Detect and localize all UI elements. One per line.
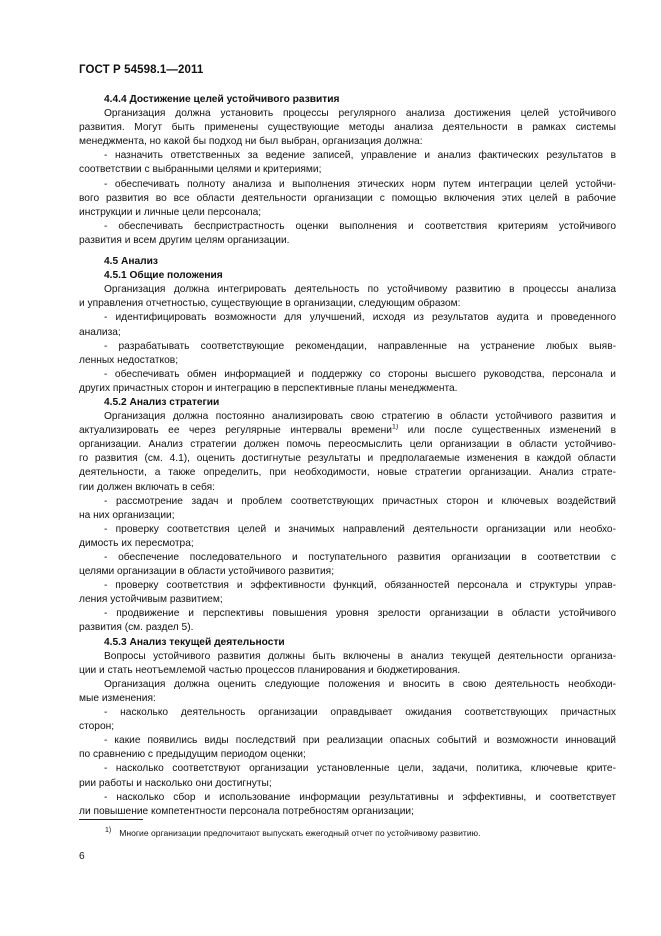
text-line: мые изменения: — [79, 692, 156, 704]
text-line: соответствии с выбранными целями и критериями; — [79, 164, 322, 176]
body-text — [79, 93, 616, 819]
text-line: организации. Анализ стратегии должен помочь переосмыслить цели организации в области устойчиво- — [79, 439, 616, 451]
text-line: развития. Могут быть применены существующие методы анализа деятельности в рамках системы — [79, 122, 616, 134]
text-line: развития и всем другим целям организации. — [79, 234, 290, 246]
text-line: - насколько деятельность организации оправдывает ожидания соответствующих причастных — [104, 707, 616, 719]
text-line: - обеспечивать беспристрастность оценки выполнения и соответствия критериям устойчивого — [104, 220, 616, 232]
text-line: по сравнению с предыдущим периодом оценки; — [79, 749, 306, 761]
section-heading: 4.5.2 Анализ стратегии — [104, 396, 220, 408]
text-line: - идентифицировать возможности для улучшений, исходя из результатов аудита и проведенного — [104, 312, 616, 324]
text-line: - назначить ответственных за ведение записей, управление и анализ фактических результатов в — [104, 150, 616, 162]
text-line: - насколько сбор и использование информации результативны и эффективны, и соответствует — [104, 791, 616, 803]
footnote-mark: 1) — [105, 827, 112, 835]
text-line: димость их пересмотра; — [79, 537, 194, 549]
text-line: го развития (см. 4.1), оценить достигнутые результаты и предполагаемые изменения в каждой области — [79, 453, 616, 465]
section-heading: 4.5 Анализ — [104, 256, 158, 268]
text-line: на них организации; — [79, 509, 175, 521]
text-line: вого развития во все области деятельности организации с помощью включения этих целей в рабочие — [79, 192, 616, 204]
text-line: Организация должна интегрировать деятельность по устойчивому развитию в процессы анализа — [104, 284, 616, 296]
text-line: - проверку соответствия и эффективности функций, обязанностей персонала и структуры управ- — [104, 580, 616, 592]
text-line: ления устойчивым развитием; — [79, 594, 223, 606]
text-line: развития (см. раздел 5). — [79, 622, 194, 634]
text-line: сторон; — [79, 721, 115, 733]
text-line: - обеспечение последовательного и поступательного развития организации в соответствии с — [104, 552, 616, 563]
text-line: целями организации в области устойчивого развития; — [79, 566, 335, 578]
text-line: ции и стать неотъемлемой частью процессов планирования и бюджетирования. — [79, 664, 461, 676]
text-line: - рассмотрение задач и проблем соответствующих причастных сторон и ключевых воздействий — [104, 495, 616, 507]
text-line: - продвижение и перспективы повышения уровня зрелости организации в области устойчивого — [104, 608, 616, 620]
text-line: менеджмента, но какой бы подход ни был выбран, организация должна: — [79, 136, 423, 148]
page-number: 6 — [79, 851, 85, 862]
text-line: инструкции и личные цели персонала; — [79, 206, 262, 218]
text-line: Вопросы устойчивого развития должны быть включены в анализ текущей деятельности организа- — [104, 650, 616, 662]
text-line — [79, 424, 616, 438]
text-line: других причастных сторон и интеграцию в перспективные планы менеджмента. — [79, 382, 458, 394]
text-line: - какие появились виды последствий при реализации опасных событий и возможности инноваций — [104, 735, 616, 747]
text-segment: актуализировать ее через регулярные интервалы времени — [79, 425, 392, 437]
text-segment: или после существенных изменений в — [398, 425, 616, 437]
footnote — [105, 828, 480, 838]
standard-header: ГОСТ Р 54598.1—2011 — [79, 64, 204, 76]
text-line: - разрабатывать соответствующие рекомендации, направленные на устранение любых выяв- — [104, 340, 616, 352]
spacer — [79, 248, 616, 255]
footnote-text: Многие организации предпочитают выпускать ежегодный отчет по устойчивому развитию. — [119, 828, 481, 838]
text-line: анализа; — [79, 326, 121, 338]
text-line: деятельности, а также определить, при необходимости, новые стратегии организации. Анализ страте- — [79, 467, 616, 479]
text-line: Организация должна оценить следующие положения и вносить в свою деятельность необходи- — [104, 678, 616, 690]
footnote-separator — [79, 819, 143, 820]
text-line: - насколько соответствуют организации установленные цели, задачи, политика, ключевые крите- — [104, 763, 616, 775]
text-line: ленных недостатков; — [79, 354, 179, 366]
text-line: Организация должна установить процессы регулярного анализа достижения целей устойчивого — [104, 108, 616, 120]
text-line: - обеспечивать обмен информацией и поддержку со стороны высшего руководства, персонала и — [104, 368, 616, 380]
section-heading: 4.5.1 Общие положения — [104, 270, 223, 282]
text-line: ли повышение компетентности персонала потребностям организации; — [79, 805, 414, 817]
text-line: - проверку соответствия целей и значимых направлений деятельности организации или необхо- — [104, 523, 616, 535]
text-line: гии должен включать в себя: — [79, 481, 215, 493]
footnote-reference: 1) — [391, 424, 399, 431]
section-heading: 4.4.4 Достижение целей устойчивого развития — [104, 94, 340, 105]
section-heading: 4.5.3 Анализ текущей деятельности — [104, 636, 285, 648]
text-line: - обеспечивать полноту анализа и выполнения этических норм путем интеграции целей устойчи- — [104, 178, 616, 190]
text-line: и управления отчетностью, существующие в организации, следующим образом: — [79, 298, 461, 310]
text-line: Организация должна постоянно анализировать свою стратегию в области устойчивого развития и — [104, 411, 616, 423]
text-line: рии работы и насколько они достигнуты; — [79, 777, 272, 789]
